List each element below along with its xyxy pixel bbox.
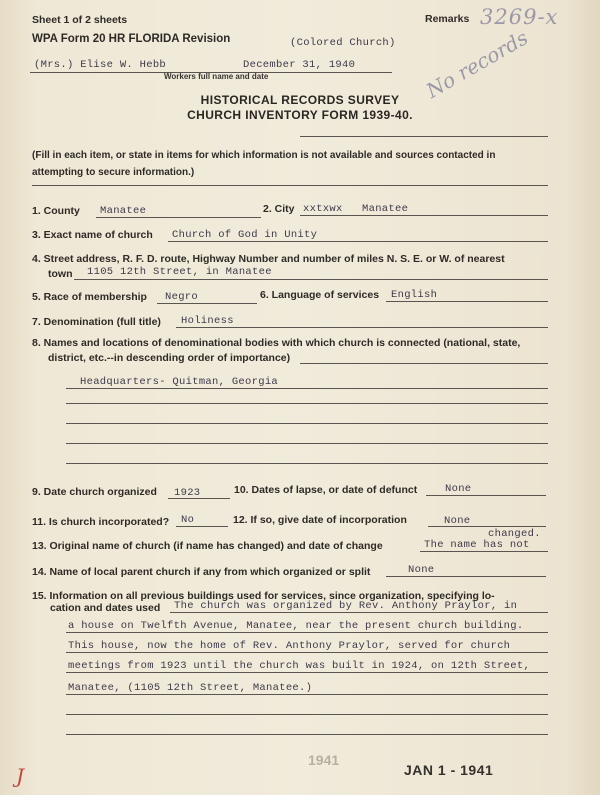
q4-line — [74, 279, 548, 280]
no-records-note: No records — [422, 25, 533, 103]
q4-label-2: town — [48, 268, 73, 280]
worker-date: December 31, 1940 — [243, 59, 356, 71]
q7-line — [176, 327, 548, 328]
q14-parent-church-value: None — [408, 564, 435, 576]
q15-value-line-1: The church was organized by Rev. Anthony Praylor, in — [174, 600, 518, 612]
q2-struck-text: xxtxwx — [303, 203, 343, 215]
q15-label-1: 15. Information on all previous buildings used for services, since organization, specifying lo- — [32, 590, 495, 602]
q10-defunct-value: None — [445, 483, 472, 495]
q12-label: 12. If so, give date of incorporation — [233, 514, 407, 526]
q7-label: 7. Denomination (full title) — [32, 316, 161, 328]
q15-line-1 — [170, 612, 548, 613]
q8-headquarters-value: Headquarters- Quitman, Georgia — [80, 376, 279, 388]
form-number: WPA Form 20 HR FLORIDA Revision — [32, 33, 231, 45]
q8-label-1: 8. Names and locations of denominational bodies with which church is connected (national, state, — [32, 337, 521, 349]
q15-line-6 — [66, 714, 548, 715]
q15-line-5 — [66, 694, 548, 695]
inventory-title: CHURCH INVENTORY FORM 1939-40. — [187, 108, 413, 122]
q15-line-7 — [66, 734, 548, 735]
red-mark: J — [16, 764, 25, 788]
q15-label-2: cation and dates used — [50, 602, 161, 614]
q11-label: 11. Is church incorporated? — [32, 516, 170, 528]
q12-incorporation-value: None — [444, 515, 471, 527]
q1-label: 1. County — [32, 205, 80, 217]
q6-label: 6. Language of services — [260, 289, 380, 301]
q8-line-1 — [66, 388, 548, 389]
q13-label: 13. Original name of church (if name has changed) and date of change — [32, 540, 383, 552]
q8-line-4 — [66, 443, 548, 444]
q13-line — [420, 551, 548, 552]
q15-line-2 — [66, 632, 548, 633]
q15-value-line-4: meetings from 1923 until the church was built in 1924, on 12th Street, — [68, 660, 531, 672]
q14-label: 14. Name of local parent church if any from which organized or split — [32, 566, 371, 578]
q15-value-line-5: Manatee, (1105 12th Street, Manatee.) — [68, 682, 313, 694]
q11-line — [176, 526, 228, 527]
instructions-line-2: attempting to secure information.) — [32, 167, 195, 178]
worker-caption: Workers full name and date — [164, 72, 269, 81]
q13-value-changed: changed. — [488, 528, 541, 540]
q1-line — [96, 217, 261, 218]
instructions-rule — [32, 185, 548, 186]
q11-incorporated-value: No — [181, 514, 195, 526]
q6-line — [386, 301, 548, 302]
q9-line — [168, 498, 230, 499]
q8-label-2: district, etc.--in descending order of importance) — [48, 352, 291, 364]
q6-language-value: English — [391, 289, 438, 301]
q9-organized-value: 1923 — [174, 487, 201, 499]
q8-line-3 — [66, 423, 548, 424]
instructions-line-1: (Fill in each item, or state in items for which information is not available and sources contacted in — [32, 150, 496, 161]
q15-line-4 — [66, 672, 548, 673]
title-rule — [300, 136, 548, 137]
q8-line-2 — [66, 403, 548, 404]
q2-label: 2. City — [263, 203, 295, 215]
q8-line-0 — [300, 363, 548, 364]
q15-value-line-2: a house on Twelfth Avenue, Manatee, near the present church building. — [68, 620, 524, 632]
q15-value-line-3: This house, now the home of Rev. Anthony Praylor, served for church — [68, 640, 511, 652]
worker-name: (Mrs.) Elise W. Hebb — [34, 59, 167, 71]
q5-label: 5. Race of membership — [32, 291, 147, 303]
received-stamp: JAN 1 - 1941 — [404, 762, 494, 778]
q4-label-1: 4. Street address, R. F. D. route, Highway Number and number of miles N. S. E. or W. of nearest — [32, 253, 505, 265]
q5-line — [157, 303, 257, 304]
faint-stamp: 1941 — [308, 752, 340, 768]
q7-denomination-value: Holiness — [181, 315, 234, 327]
q3-line — [168, 241, 548, 242]
q1-county-value: Manatee — [100, 205, 147, 217]
survey-title: HISTORICAL RECORDS SURVEY — [200, 93, 400, 107]
q10-label: 10. Dates of lapse, or date of defunct — [234, 484, 418, 496]
q13-original-name-value: The name has not — [424, 539, 530, 551]
sheet-number: Sheet 1 of 2 sheets — [32, 14, 128, 26]
q9-label: 9. Date church organized — [32, 486, 157, 498]
q15-line-3 — [66, 652, 548, 653]
q4-address-value: 1105 12th Street, in Manatee — [87, 266, 272, 278]
q8-line-5 — [66, 463, 548, 464]
q3-church-name-value: Church of God in Unity — [172, 229, 318, 241]
q2-city-value: Manatee — [362, 203, 409, 215]
colored-church-note: (Colored Church) — [290, 37, 396, 49]
remarks-label: Remarks — [425, 13, 470, 25]
q3-label: 3. Exact name of church — [32, 229, 153, 241]
q14-line — [386, 576, 546, 577]
q12-line — [428, 526, 546, 527]
q10-line — [426, 495, 546, 496]
remarks-value: 3269-x — [480, 5, 559, 29]
q2-line — [300, 215, 548, 216]
q5-race-value: Negro — [165, 291, 199, 303]
